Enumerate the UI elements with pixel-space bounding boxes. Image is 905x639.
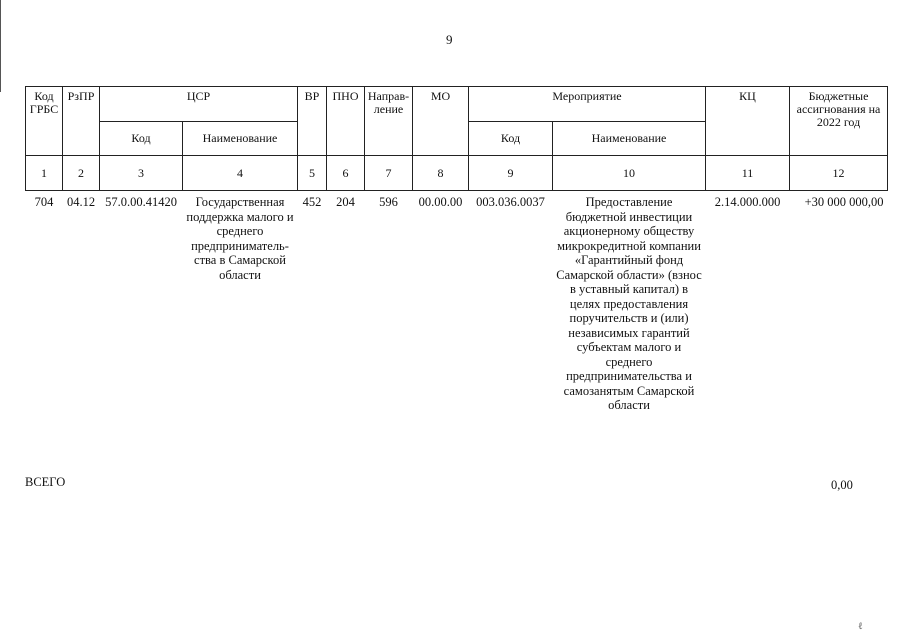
header-kod-grbs: Код ГРБС [26, 87, 63, 156]
header-csr-name: Наименование [183, 122, 298, 156]
header-mo: МО [413, 87, 469, 156]
cell-pno: 204 [336, 195, 355, 209]
cell-mer-name: Предоставление бюджетной инвестиции акционерному обществу микрокредитной компании «Гарантийный фонд Самарской области» (взнос в уставный капитал) в целях предоставления поручительств и (или) независимых гарантий субъектам малого и среднего предпринимательства и самозанятым Самарской области [556, 195, 702, 412]
header-kc: КЦ [706, 87, 790, 156]
header-napravlenie: Направ-ление [365, 87, 413, 156]
table-row [26, 191, 888, 413]
column-number: 6 [327, 156, 365, 191]
column-number-row [26, 156, 888, 191]
column-number: 12 [790, 156, 888, 191]
header-meropriyatie: Мероприятие [469, 87, 706, 122]
scan-corner-mark: ℓ [858, 621, 863, 632]
column-number: 7 [365, 156, 413, 191]
cell-kod-grbs: 704 [34, 195, 54, 209]
column-number: 9 [469, 156, 553, 191]
header-mer-kod: Код [469, 122, 553, 156]
cell-mer-kod: 003.036.0037 [476, 195, 545, 209]
column-number: 4 [183, 156, 298, 191]
header-vr: ВР [298, 87, 327, 156]
column-number: 11 [706, 156, 790, 191]
header-csr-kod: Код [100, 122, 183, 156]
header-csr: ЦСР [100, 87, 298, 122]
cell-vr: 452 [302, 195, 322, 209]
column-number: 2 [63, 156, 100, 191]
column-number: 3 [100, 156, 183, 191]
cell-kc: 2.14.000.000 [714, 195, 781, 209]
header-row-1 [26, 87, 888, 122]
header-assignments: Бюджетные ассигнования на 2022 год [790, 87, 888, 156]
cell-rzpr: 04.12 [66, 195, 96, 209]
header-pno: ПНО [327, 87, 365, 156]
total-label: ВСЕГО [25, 475, 66, 489]
column-number: 10 [553, 156, 706, 191]
column-number: 8 [413, 156, 469, 191]
cell-csr-kod: 57.0.00.41420 [105, 195, 177, 209]
cell-mo: 00.00.00 [418, 195, 463, 209]
column-number: 5 [298, 156, 327, 191]
column-number: 1 [26, 156, 63, 191]
header-rzpr: РзПР [63, 87, 100, 156]
cell-napravlenie: 596 [379, 195, 398, 209]
page-number: 9 [446, 32, 453, 47]
budget-table [25, 86, 888, 413]
cell-csr-name: Государственная поддержка малого и среднего предприниматель-ства в Самарской области [186, 195, 294, 282]
cell-amount: +30 000 000,00 [804, 195, 884, 209]
total-value: 0,00 [831, 478, 853, 492]
scan-left-edge [0, 0, 1, 92]
header-mer-name: Наименование [553, 122, 706, 156]
